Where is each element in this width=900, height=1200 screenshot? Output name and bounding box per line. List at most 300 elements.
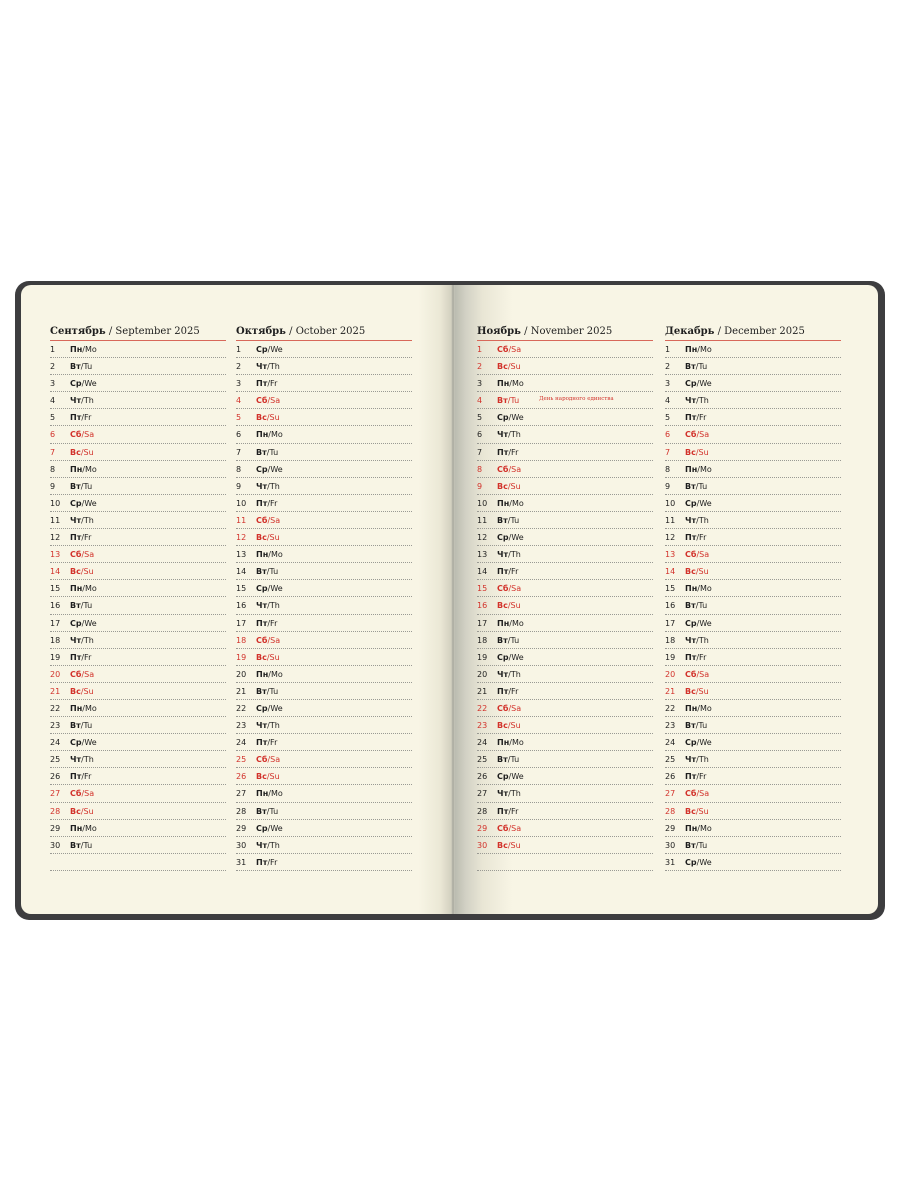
weekday-ru: Пн xyxy=(256,430,269,440)
day-number: 25 xyxy=(665,755,676,765)
day-row xyxy=(50,461,226,478)
day-number: 14 xyxy=(50,567,61,577)
day-row xyxy=(236,751,412,768)
day-row xyxy=(236,785,412,802)
weekday-ru: Пн xyxy=(70,464,83,474)
day-number: 13 xyxy=(236,550,247,560)
weekday-ru: Сб xyxy=(256,515,268,525)
weekday: Сб/Sa xyxy=(256,515,281,525)
weekday: Вс/Su xyxy=(70,447,94,457)
weekday-ru: Сб xyxy=(497,703,509,713)
weekday: Чт/Th xyxy=(256,840,280,850)
weekday-en: We xyxy=(699,857,712,867)
weekday-ru: Чт xyxy=(685,755,697,765)
day-number: 12 xyxy=(50,533,61,543)
weekday: Пт/Fr xyxy=(497,806,519,816)
weekday-en: Mo xyxy=(84,345,97,354)
weekday-ru: Чт xyxy=(256,362,268,372)
weekday: Чт/Th xyxy=(685,396,709,406)
day-number: 29 xyxy=(477,823,488,833)
day-row xyxy=(665,649,841,666)
weekday-ru: Вт xyxy=(256,686,267,696)
weekday: Вт/Tu xyxy=(256,686,279,696)
day-row xyxy=(665,461,841,478)
weekday-ru: Ср xyxy=(497,652,509,662)
weekday: Пн/Mo xyxy=(256,669,283,679)
weekday: Ср/We xyxy=(685,857,712,867)
weekday: Пн/Mo xyxy=(256,789,283,799)
day-row xyxy=(50,717,226,734)
day-number: 9 xyxy=(665,481,671,491)
weekday: Ср/We xyxy=(256,464,283,474)
weekday: Сб/Sa xyxy=(497,584,522,594)
weekday-en: We xyxy=(511,652,524,662)
weekday: Сб/Sa xyxy=(497,823,522,833)
weekday: Чт/Th xyxy=(70,755,94,765)
day-row xyxy=(477,478,653,495)
month-september xyxy=(50,324,226,871)
day-row xyxy=(477,820,653,837)
weekday: Пн/Mo xyxy=(70,703,97,713)
day-row xyxy=(50,820,226,837)
weekday-en: Fr xyxy=(84,413,92,423)
day-number: 20 xyxy=(236,669,247,679)
weekday-ru: Чт xyxy=(685,635,697,645)
weekday-en: We xyxy=(270,464,283,474)
weekday-ru: Сб xyxy=(256,755,268,765)
weekday: Пт/Fr xyxy=(256,857,278,867)
weekday-en: Fr xyxy=(84,652,92,662)
weekday: Вт/Tu xyxy=(497,396,520,406)
day-number: 9 xyxy=(477,481,483,491)
day-number: 24 xyxy=(236,738,247,748)
weekday-en: Tu xyxy=(510,515,520,525)
weekday-en: Sa xyxy=(699,669,710,679)
day-number: 3 xyxy=(236,379,242,389)
weekday-ru: Чт xyxy=(497,430,509,440)
weekday: Вс/Su xyxy=(685,447,709,457)
weekday-ru: Ср xyxy=(497,772,509,782)
day-row xyxy=(50,375,226,392)
day-row xyxy=(50,837,226,854)
weekday-ru: Пт xyxy=(497,686,509,696)
weekday-ru: Пн xyxy=(70,703,83,713)
day-number: 26 xyxy=(50,772,61,782)
weekday-en: Sa xyxy=(84,430,95,440)
day-row xyxy=(50,358,226,375)
day-row xyxy=(665,854,841,871)
weekday-ru: Чт xyxy=(256,601,268,611)
weekday-en: Mo xyxy=(699,823,712,833)
planner-spine xyxy=(451,285,455,914)
day-number: 14 xyxy=(665,567,676,577)
day-row xyxy=(50,563,226,580)
weekday-en: Mo xyxy=(270,430,283,440)
day-row xyxy=(50,478,226,495)
weekday-en: Su xyxy=(83,686,94,696)
day-number: 16 xyxy=(50,601,61,611)
weekday: Сб/Sa xyxy=(497,345,522,354)
day-number: 6 xyxy=(665,430,671,440)
weekday: Сб/Sa xyxy=(685,430,710,440)
day-number: 22 xyxy=(236,703,247,713)
day-number: 2 xyxy=(50,362,56,372)
weekday: Пн/Mo xyxy=(497,498,524,508)
weekday-ru: Пт xyxy=(497,567,509,577)
weekday-ru: Вт xyxy=(497,635,508,645)
weekday-ru: Пт xyxy=(256,738,268,748)
weekday-ru: Вс xyxy=(70,806,81,816)
weekday: Пн/Mo xyxy=(497,379,524,389)
empty-row xyxy=(477,854,653,871)
day-row xyxy=(50,597,226,614)
day-number: 11 xyxy=(50,515,61,525)
day-number: 20 xyxy=(665,669,676,679)
weekday-en: Th xyxy=(698,635,709,645)
weekday: Чт/Th xyxy=(256,481,280,491)
weekday-ru: Чт xyxy=(256,840,268,850)
weekday-ru: Пт xyxy=(685,413,697,423)
day-row xyxy=(50,512,226,529)
day-row xyxy=(665,666,841,683)
weekday: Вс/Su xyxy=(497,721,521,731)
day-row xyxy=(50,615,226,632)
day-row xyxy=(50,803,226,820)
weekday-en: Th xyxy=(510,550,521,560)
day-number: 3 xyxy=(477,379,483,389)
month-october xyxy=(236,324,412,871)
day-row xyxy=(236,683,412,700)
weekday-ru: Вс xyxy=(685,686,696,696)
weekday-en: Tu xyxy=(698,362,708,372)
weekday-en: Sa xyxy=(84,789,95,799)
day-number: 1 xyxy=(477,345,483,354)
weekday: Пт/Fr xyxy=(70,772,92,782)
day-number: 30 xyxy=(477,840,488,850)
weekday-ru: Пн xyxy=(256,550,269,560)
day-number: 16 xyxy=(236,601,247,611)
weekday: Вт/Tu xyxy=(685,362,708,372)
weekday-ru: Пн xyxy=(685,703,698,713)
day-number: 11 xyxy=(477,515,488,525)
weekday-ru: Ср xyxy=(70,379,82,389)
day-number: 21 xyxy=(665,686,676,696)
weekday: Пт/Fr xyxy=(497,447,519,457)
day-row xyxy=(236,820,412,837)
day-row xyxy=(50,683,226,700)
day-number: 27 xyxy=(236,789,247,799)
day-number: 8 xyxy=(665,464,671,474)
day-number: 25 xyxy=(236,755,247,765)
day-number: 1 xyxy=(50,345,56,354)
day-number: 2 xyxy=(665,362,671,372)
day-number: 27 xyxy=(477,789,488,799)
day-row xyxy=(477,803,653,820)
day-number: 24 xyxy=(477,738,488,748)
day-number: 3 xyxy=(50,379,56,389)
day-number: 14 xyxy=(236,567,247,577)
weekday-ru: Чт xyxy=(70,515,82,525)
day-row xyxy=(236,478,412,495)
day-number: 26 xyxy=(665,772,676,782)
weekday-en: We xyxy=(84,498,97,508)
weekday-ru: Вс xyxy=(70,686,81,696)
weekday: Чт/Th xyxy=(256,601,280,611)
weekday: Сб/Sa xyxy=(70,669,95,679)
weekday-en: Mo xyxy=(699,584,712,594)
weekday: Пн/Mo xyxy=(70,584,97,594)
weekday: Пн/Mo xyxy=(497,618,524,628)
day-number: 10 xyxy=(477,498,488,508)
weekday: Вт/Tu xyxy=(685,721,708,731)
weekday-en: We xyxy=(511,533,524,543)
weekday: Вт/Tu xyxy=(497,515,520,525)
weekday: Вс/Su xyxy=(685,567,709,577)
weekday: Чт/Th xyxy=(256,721,280,731)
weekday-ru: Вт xyxy=(256,806,267,816)
weekday-ru: Вт xyxy=(497,755,508,765)
weekday-en: Sa xyxy=(270,396,281,406)
weekday-ru: Вс xyxy=(70,567,81,577)
weekday-en: Th xyxy=(83,396,94,406)
weekday: Чт/Th xyxy=(685,755,709,765)
day-number: 5 xyxy=(665,413,671,423)
weekday-ru: Сб xyxy=(70,550,82,560)
weekday-en: Su xyxy=(510,840,521,850)
day-number: 5 xyxy=(50,413,56,423)
weekday-ru: Сб xyxy=(497,464,509,474)
day-number: 5 xyxy=(236,413,242,423)
weekday-en: Fr xyxy=(511,686,519,696)
day-row xyxy=(236,734,412,751)
day-row xyxy=(236,461,412,478)
weekday: Пт/Fr xyxy=(70,413,92,423)
weekday-en: Th xyxy=(510,430,521,440)
weekday-ru: Вс xyxy=(685,447,696,457)
weekday: Чт/Th xyxy=(685,515,709,525)
day-row xyxy=(236,768,412,785)
day-row xyxy=(236,426,412,443)
day-row xyxy=(665,683,841,700)
weekday: Сб/Sa xyxy=(497,703,522,713)
weekday-ru: Вт xyxy=(685,481,696,491)
weekday: Пт/Fr xyxy=(256,379,278,389)
weekday-en: Sa xyxy=(84,669,95,679)
weekday-ru: Сб xyxy=(256,635,268,645)
weekday-ru: Сб xyxy=(70,789,82,799)
day-row xyxy=(477,563,653,580)
weekday-en: Mo xyxy=(511,498,524,508)
day-number: 20 xyxy=(50,669,61,679)
day-row xyxy=(477,392,653,409)
weekday: Сб/Sa xyxy=(685,669,710,679)
day-number: 6 xyxy=(236,430,242,440)
month-name-ru: Декабрь xyxy=(665,326,715,337)
weekday-ru: Вс xyxy=(685,567,696,577)
weekday-ru: Вт xyxy=(256,567,267,577)
day-row xyxy=(477,751,653,768)
weekday-ru: Вс xyxy=(256,772,267,782)
weekday-en: Mo xyxy=(84,703,97,713)
weekday-ru: Сб xyxy=(685,789,697,799)
day-row xyxy=(665,512,841,529)
weekday-en: Th xyxy=(269,840,280,850)
day-row xyxy=(236,444,412,461)
weekday: Ср/We xyxy=(256,584,283,594)
day-number: 9 xyxy=(236,481,242,491)
weekday-en: We xyxy=(270,823,283,833)
day-number: 7 xyxy=(236,447,242,457)
weekday-en: We xyxy=(699,379,712,389)
holiday-note: День народного единства xyxy=(539,396,614,403)
day-row xyxy=(665,444,841,461)
day-number: 29 xyxy=(665,823,676,833)
day-row xyxy=(477,615,653,632)
weekday: Пт/Fr xyxy=(256,498,278,508)
day-row xyxy=(477,529,653,546)
weekday-en: Tu xyxy=(83,601,93,611)
weekday-en: Mo xyxy=(699,464,712,474)
day-row xyxy=(477,461,653,478)
day-number: 30 xyxy=(236,840,247,850)
day-number: 7 xyxy=(477,447,483,457)
weekday: Чт/Th xyxy=(256,362,280,372)
weekday-ru: Сб xyxy=(70,430,82,440)
weekday: Пн/Mo xyxy=(685,703,712,713)
month-name-en: November 2025 xyxy=(530,326,613,337)
weekday-en: We xyxy=(84,738,97,748)
weekday: Чт/Th xyxy=(497,430,521,440)
day-row xyxy=(236,409,412,426)
weekday-ru: Чт xyxy=(685,396,697,406)
weekday: Пн/Mo xyxy=(70,345,97,354)
day-row xyxy=(236,854,412,871)
weekday-ru: Вт xyxy=(70,362,81,372)
weekday: Вс/Su xyxy=(685,686,709,696)
day-number: 10 xyxy=(50,498,61,508)
day-row xyxy=(50,392,226,409)
weekday: Сб/Sa xyxy=(70,789,95,799)
weekday-ru: Вс xyxy=(497,481,508,491)
weekday-en: Tu xyxy=(83,481,93,491)
weekday-ru: Вт xyxy=(70,601,81,611)
weekday-en: Sa xyxy=(511,584,522,594)
weekday: Ср/We xyxy=(497,772,524,782)
weekday-en: Mo xyxy=(699,703,712,713)
weekday-ru: Чт xyxy=(70,635,82,645)
weekday-ru: Пт xyxy=(685,772,697,782)
day-row xyxy=(477,597,653,614)
weekday-en: Fr xyxy=(270,379,278,389)
weekday: Вс/Su xyxy=(70,567,94,577)
day-row xyxy=(236,580,412,597)
weekday-ru: Чт xyxy=(497,550,509,560)
weekday-en: Su xyxy=(510,601,521,611)
weekday-ru: Ср xyxy=(256,584,268,594)
month-title: Ноябрь / November 2025 xyxy=(477,324,653,341)
weekday: Пн/Mo xyxy=(70,464,97,474)
month-title: Сентябрь / September 2025 xyxy=(50,324,226,341)
day-number: 4 xyxy=(665,396,671,406)
weekday-ru: Пт xyxy=(70,413,82,423)
weekday-ru: Ср xyxy=(497,413,509,423)
weekday: Пт/Fr xyxy=(256,618,278,628)
day-row xyxy=(665,375,841,392)
weekday-ru: Ср xyxy=(256,345,268,354)
day-number: 17 xyxy=(50,618,61,628)
day-number: 17 xyxy=(236,618,247,628)
day-number: 14 xyxy=(477,567,488,577)
day-number: 16 xyxy=(665,601,676,611)
day-row xyxy=(236,375,412,392)
day-row xyxy=(665,803,841,820)
day-row xyxy=(665,717,841,734)
day-row xyxy=(665,563,841,580)
day-row xyxy=(477,632,653,649)
day-number: 10 xyxy=(236,498,247,508)
day-row xyxy=(236,837,412,854)
day-row xyxy=(236,700,412,717)
day-number: 17 xyxy=(665,618,676,628)
day-row xyxy=(665,768,841,785)
day-row xyxy=(236,495,412,512)
day-row xyxy=(665,700,841,717)
weekday: Пн/Mo xyxy=(70,823,97,833)
month-title: Октябрь / October 2025 xyxy=(236,324,412,341)
weekday-ru: Ср xyxy=(685,498,697,508)
weekday-ru: Вт xyxy=(685,840,696,850)
weekday-ru: Вт xyxy=(497,515,508,525)
weekday-en: Th xyxy=(83,755,94,765)
weekday-en: Su xyxy=(510,721,521,731)
day-number: 7 xyxy=(665,447,671,457)
weekday-en: Sa xyxy=(699,789,710,799)
day-number: 16 xyxy=(477,601,488,611)
weekday-en: Su xyxy=(83,567,94,577)
weekday: Пт/Fr xyxy=(256,738,278,748)
day-row xyxy=(477,495,653,512)
weekday-ru: Ср xyxy=(70,738,82,748)
day-list xyxy=(236,341,412,871)
weekday: Ср/We xyxy=(685,738,712,748)
weekday: Сб/Sa xyxy=(256,755,281,765)
day-number: 22 xyxy=(50,703,61,713)
weekday-ru: Ср xyxy=(256,703,268,713)
weekday-ru: Чт xyxy=(70,396,82,406)
weekday-en: Fr xyxy=(270,618,278,628)
weekday-ru: Вс xyxy=(256,413,267,423)
month-title: Декабрь / December 2025 xyxy=(665,324,841,341)
weekday-ru: Вс xyxy=(256,533,267,543)
weekday-en: Tu xyxy=(83,362,93,372)
day-number: 26 xyxy=(477,772,488,782)
weekday-ru: Пн xyxy=(256,789,269,799)
weekday-en: We xyxy=(84,379,97,389)
weekday-ru: Вс xyxy=(70,447,81,457)
weekday-en: Fr xyxy=(511,447,519,457)
weekday: Вс/Su xyxy=(685,806,709,816)
weekday-ru: Пн xyxy=(685,823,698,833)
day-number: 23 xyxy=(50,721,61,731)
day-row xyxy=(665,615,841,632)
weekday-en: We xyxy=(699,618,712,628)
day-number: 6 xyxy=(50,430,56,440)
day-row xyxy=(236,649,412,666)
weekday: Вс/Su xyxy=(497,362,521,372)
month-december xyxy=(665,324,841,871)
weekday-en: Su xyxy=(269,413,280,423)
weekday-en: We xyxy=(511,772,524,782)
